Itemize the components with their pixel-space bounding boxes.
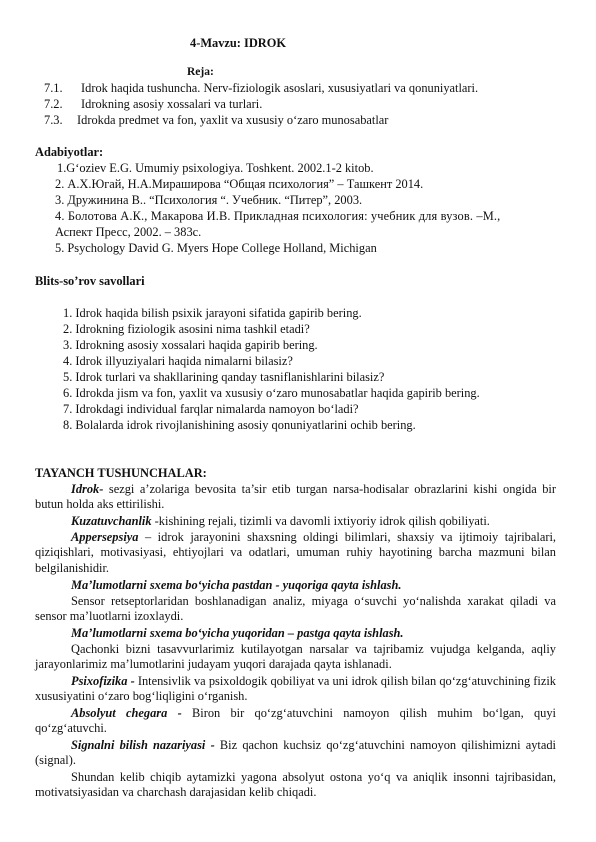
concepts-heading: TAYANCH TUSHUNCHALAR: [35, 466, 207, 480]
concept-absolute-threshold [35, 706, 556, 737]
concept-kuzatuvchanlik [35, 514, 556, 529]
concept-definition: Biron bir qo‘zg‘atuvchini namoyon qilish muhim bo‘lgan, quyi qo‘zg‘atuvchi. [35, 706, 556, 736]
plan-item-number: 7.1. [44, 81, 63, 95]
bottom-up-text: Sensor retseptorlaridan boshlanadigan analiz, miyaga o‘suvchi yo‘nalishda xarakat qiladi va sensor ma’luotlarni izoxlaydi. [35, 594, 556, 624]
concept-definition: sezgi a’zolariga bevosita ta’sir etib turgan narsa-hodisalar obrazlarini kishi ongida bir butun holda aks ettirilishi. [35, 482, 556, 512]
page-title: 4-Mavzu: IDROK [190, 36, 287, 50]
concept-term: Signalni bilish nazariyasi - [71, 738, 215, 752]
question-item: 8. Bolalarda idrok rivojlanishining asosiy qonuniyatlarini ochib bering. [63, 418, 416, 432]
question-item: 7. Idrokdagi individual farqlar nimalarda namoyon bo‘ladi? [63, 402, 359, 416]
plan-item-number: 7.2. [44, 97, 63, 111]
literature-item: 4. Болотова А.К., Макарова И.В. Прикладная психология: учебник для вузов. –М., [55, 209, 501, 223]
concept-term: Kuzatuvchanlik [71, 514, 152, 528]
top-down-heading: Ma’lumotlarni sxema bo‘yicha yuqoridan – pastga qayta ishlash. [71, 626, 404, 640]
top-down-text: Qachonki bizni tasavvurlarimiz kutilayotgan narsalar va tajribamiz vujudga kelganda, aqliy jarayonlarimiz ma’lumotlarini judayam yuqori darajada qayta ishlanadi. [35, 642, 556, 672]
concept-definition: Biz qachon kuchsiz qo‘zg‘atuvchini namoyon qilishimizni aytadi (signal). [35, 738, 557, 768]
literature-item-continuation: Аспект Пресс, 2002. – 383с. [55, 225, 202, 239]
concept-term: Idrok- [71, 482, 104, 496]
question-item: 3. Idrokning asosiy xossalari haqida gapirib bering. [63, 338, 318, 352]
question-item: 1. Idrok haqida bilish psixik jarayoni sifatida gapirib bering. [63, 306, 362, 320]
literature-item: 2. А.Х.Югай, Н.А.Мираширова “Общая психология” – Ташкент 2014. [55, 177, 424, 191]
final-paragraph: Shundan kelib chiqib aytamizki yagona absolyut ostona yo‘q va aniqlik insonni tajribasidan, motivatsiyasidan va charchash darajasidan kelib chiqadi. [35, 770, 556, 800]
plan-item-text: Idrokning asosiy xossalari va turlari. [81, 97, 263, 111]
concept-signal-theory [35, 738, 556, 769]
question-item: 5. Idrok turlari va shakllarining qanday tasniflanishlarini bilasiz? [63, 370, 385, 384]
concept-definition: Intensivlik va psixoldogik qobiliyat va uni idrok qilish bilan qo‘zg‘atuvchining fizik xususiyatini o‘zaro bog‘liqligini o‘rganish. [35, 674, 556, 704]
plan-item-text: Idrok haqida tushuncha. Nerv-fiziologik asoslari, xususiyatlari va qonuniyatlari. [81, 81, 479, 95]
concept-psixofizika [35, 674, 556, 705]
literature-heading: Adabiyotlar: [35, 145, 104, 159]
plan-item-number: 7.3. [44, 113, 63, 127]
concept-definition: -kishining rejali, tizimli va davomli ixtiyoriy idrok qilish qobiliyati. [151, 514, 490, 528]
concept-term: Psixofizika - [71, 674, 135, 688]
concept-definition: – idrok jarayonini shaxsning oldingi bilimlari, shaxsiy va ijtimoiy tajribalari, qiziqishlari, motivasiyasi, ehtiyojlari va odatlari, umuman ruhiy hayotining barcha mazmuni bilan belgilanishidir. [35, 530, 556, 575]
concept-idrok [35, 482, 556, 513]
question-item: 2. Idrokning fiziologik asosini nima tashkil etadi? [63, 322, 310, 336]
question-item: 4. Idrok illyuziyalari haqida nimalarni bilasiz? [63, 354, 293, 368]
plan-item-text: Idrokda predmet va fon, yaxlit va xususiy o‘zaro munosabatlar [77, 113, 389, 127]
blitz-heading: Blits-so’rov savollari [35, 274, 145, 288]
plan-item [44, 81, 478, 96]
plan-item [44, 113, 388, 128]
literature-item: 1.G‘oziev E.G. Umumiy psixologiya. Toshkent. 2002.1-2 kitob. [57, 161, 374, 175]
question-item: 6. Idrokda jism va fon, yaxlit va xususiy o‘zaro munosabatlar haqida gapirib bering. [63, 386, 480, 400]
literature-item: 5. Psychology David G. Myers Hope College Holland, Michigan [55, 241, 377, 255]
literature-item: 3. Дружинина В.. “Психология “. Учебник. “Питер”, 2003. [55, 193, 363, 207]
concept-appersepsiya [35, 530, 556, 576]
concept-term: Absolyut chegara - [71, 706, 182, 720]
plan-label: Reja: [187, 66, 214, 78]
bottom-up-heading: Ma’lumotlarni sxema bo‘yicha pastdan - yuqoriga qayta ishlash. [71, 578, 402, 592]
concept-term: Appersepsiya [71, 530, 139, 544]
plan-item [44, 97, 262, 112]
